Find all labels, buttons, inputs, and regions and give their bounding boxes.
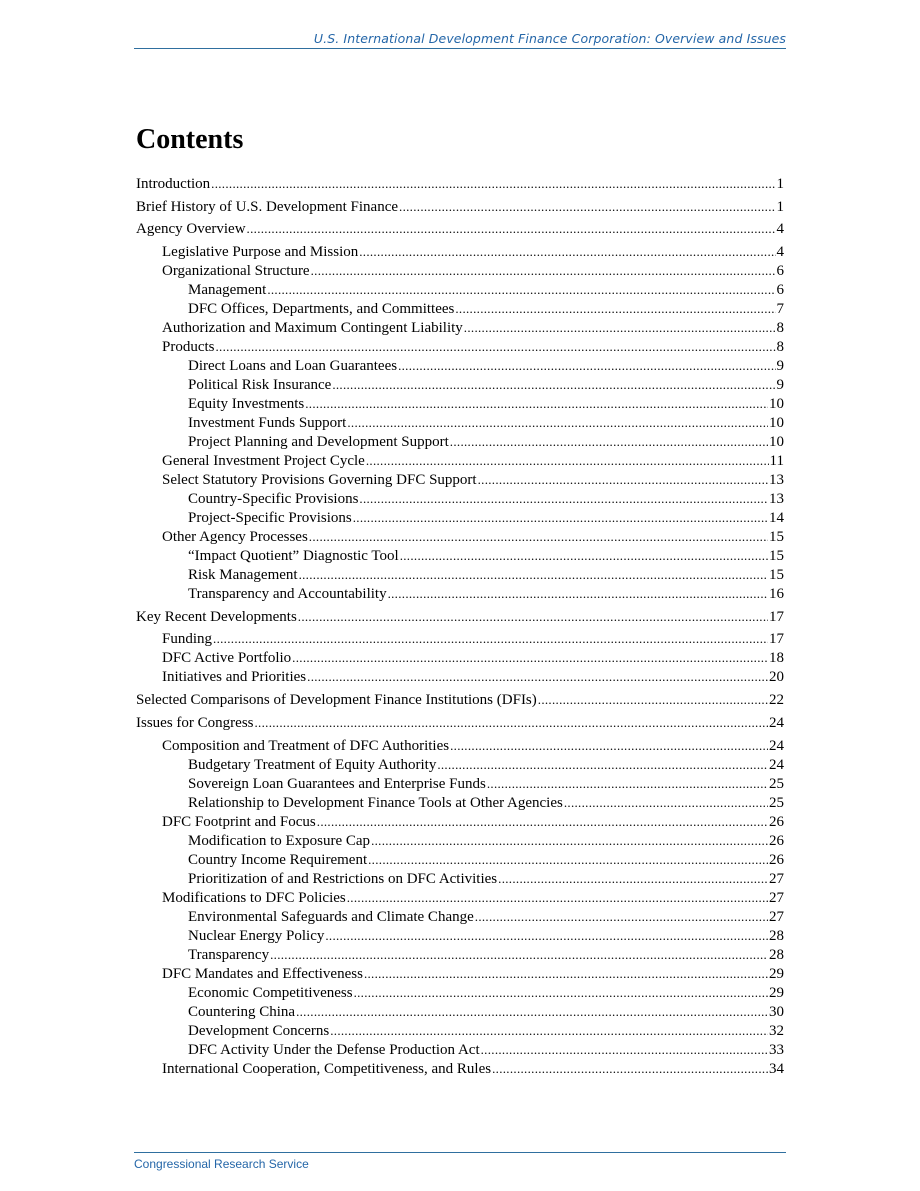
toc-entry[interactable] [136,755,784,774]
dot-leader [437,755,768,774]
toc-entry[interactable] [136,607,784,626]
dot-leader [332,375,775,394]
toc-entry-page: 27 [769,908,784,925]
toc-entry[interactable] [136,470,784,489]
toc-entry[interactable] [136,888,784,907]
toc-entry-page: 6 [776,282,784,299]
dot-leader [270,945,768,964]
dot-leader [311,261,776,280]
toc-entry[interactable] [136,690,784,709]
dot-leader [464,318,776,337]
toc-entry-title: Products [162,339,215,356]
running-header: U.S. International Development Finance Corporation: Overview and Issues [134,31,786,49]
dot-leader [307,667,768,686]
toc-entry-page: 33 [769,1041,784,1058]
toc-entry-title: Issues for Congress [136,714,254,731]
toc-entry[interactable] [136,565,784,584]
toc-entry[interactable] [136,356,784,375]
toc-entry[interactable] [136,945,784,964]
dot-leader [359,242,775,261]
toc-entry[interactable] [136,1002,784,1021]
toc-entry-title: DFC Mandates and Effectiveness [162,965,363,982]
toc-entry[interactable] [136,375,784,394]
dot-leader [400,546,768,565]
dot-leader [450,736,768,755]
toc-entry-page: 27 [769,889,784,906]
toc-entry[interactable] [136,629,784,648]
dot-leader [309,527,768,546]
dot-leader [388,584,768,603]
toc-entry[interactable] [136,337,784,356]
toc-entry[interactable] [136,299,784,318]
toc-entry[interactable] [136,318,784,337]
toc-entry[interactable] [136,546,784,565]
dot-leader [564,793,768,812]
toc-entry-page: 4 [776,244,784,261]
toc-entry-title: Environmental Safeguards and Climate Change [188,908,474,925]
toc-entry-page: 26 [769,813,784,830]
toc-entry[interactable] [136,648,784,667]
dot-leader [398,356,775,375]
toc-entry-page: 25 [769,775,784,792]
toc-entry-title: Risk Management [188,567,298,584]
toc-entry-page: 8 [776,339,784,356]
toc-entry[interactable] [136,907,784,926]
toc-entry-title: “Impact Quotient” Diagnostic Tool [188,548,399,565]
footer-publisher: Congressional Research Service [134,1152,786,1171]
toc-entry-title: Key Recent Developments [136,608,297,625]
toc-entry-title: Development Concerns [188,1022,330,1039]
toc-entry-page: 24 [769,756,784,773]
toc-entry[interactable] [136,219,784,238]
toc-entry-title: Other Agency Processes [162,529,308,546]
dot-leader [296,1002,768,1021]
toc-entry-title: Modification to Exposure Cap [188,832,371,849]
toc-entry-title: Management [188,282,267,299]
toc-entry-page: 6 [776,263,784,280]
toc-entry-title: International Cooperation, Competitiveness, and Rules [162,1060,492,1077]
toc-entry-title: Introduction [136,176,211,192]
dot-leader [213,629,768,648]
dot-leader [353,508,768,527]
toc-entry-title: Selected Comparisons of Development Finance Institutions (DFIs) [136,692,537,709]
toc-entry[interactable] [136,394,784,413]
toc-entry-title: Prioritization of and Restrictions on DFC Activities [188,870,498,887]
toc-entry[interactable] [136,584,784,603]
toc-entry-title: Brief History of U.S. Development Finance [136,198,399,215]
dot-leader [347,888,768,907]
toc-entry-page: 13 [769,472,784,489]
toc-entry[interactable] [136,280,784,299]
toc-entry[interactable] [136,667,784,686]
toc-entry-page: 28 [769,946,784,963]
toc-entry[interactable] [136,197,784,216]
toc-entry-page: 32 [769,1022,784,1039]
dot-leader [399,197,775,216]
toc-entry-title: Initiatives and Priorities [162,669,307,686]
toc-entry-title: Transparency and Accountability [188,586,387,603]
dot-leader [247,219,776,238]
toc-entry[interactable] [136,261,784,280]
toc-entry-page: 11 [769,453,784,470]
toc-entry-page: 13 [769,491,784,508]
toc-entry-page: 18 [769,650,784,667]
toc-entry-title: Project Planning and Development Support [188,434,449,451]
toc-entry-page: 25 [769,794,784,811]
dot-leader [317,812,768,831]
toc-entry-title: DFC Active Portfolio [162,650,292,667]
toc-entry-page: 1 [776,198,784,215]
toc-entry-page: 15 [769,548,784,565]
toc-entry[interactable] [136,527,784,546]
dot-leader [305,394,768,413]
dot-leader [364,964,768,983]
dot-leader [368,850,768,869]
toc-entry-page: 29 [769,984,784,1001]
dot-leader [487,774,768,793]
toc-entry-title: Equity Investments [188,396,305,413]
dot-leader [298,607,768,626]
toc-entry-page: 20 [769,669,784,686]
dot-leader [347,413,768,432]
toc-entry[interactable] [136,850,784,869]
dot-leader [359,489,768,508]
dot-leader [492,1059,768,1078]
toc-entry-page: 10 [769,434,784,451]
toc-entry[interactable] [136,1059,784,1078]
dot-leader [450,432,768,451]
toc-entry-title: Organizational Structure [162,263,310,280]
toc-entry[interactable] [136,242,784,261]
toc-entry-title: Agency Overview [136,221,246,238]
toc-entry-title: Budgetary Treatment of Equity Authority [188,756,437,773]
dot-leader [216,337,776,356]
toc-entry[interactable] [136,926,784,945]
toc-entry[interactable] [136,1040,784,1059]
toc-entry[interactable] [136,831,784,850]
toc-entry-page: 26 [769,851,784,868]
toc-entry[interactable] [136,432,784,451]
dot-leader [366,451,769,470]
dot-leader [478,470,768,489]
toc-entry-title: Transparency [188,946,270,963]
toc-entry-title: Direct Loans and Loan Guarantees [188,358,398,375]
toc-entry-page: 28 [769,927,784,944]
toc-entry[interactable] [136,964,784,983]
toc-entry[interactable] [136,812,784,831]
toc-entry-title: Legislative Purpose and Mission [162,244,359,261]
toc-entry[interactable] [136,793,784,812]
toc-entry[interactable] [136,508,784,527]
dot-leader [475,907,768,926]
dot-leader [455,299,775,318]
toc-entry-title: Investment Funds Support [188,415,347,432]
toc-entry-page: 17 [769,608,784,625]
table-of-contents [136,174,784,1078]
toc-entry-title: Country Income Requirement [188,851,368,868]
toc-entry-page: 10 [769,415,784,432]
toc-entry-page: 4 [776,221,784,238]
toc-entry-title: DFC Activity Under the Defense Production Act [188,1041,480,1058]
toc-entry-page: 27 [769,870,784,887]
dot-leader [292,648,768,667]
toc-entry-page: 15 [769,529,784,546]
toc-entry-title: Political Risk Insurance [188,377,332,394]
toc-entry-page: 24 [769,737,784,754]
toc-entry[interactable] [136,1021,784,1040]
toc-entry[interactable] [136,983,784,1002]
toc-entry-page: 8 [776,320,784,337]
dot-leader [325,926,768,945]
toc-entry[interactable] [136,869,784,888]
toc-entry-page: 26 [769,832,784,849]
toc-entry-page: 17 [769,631,784,648]
toc-entry-page: 24 [769,714,784,731]
toc-entry-page: 30 [769,1003,784,1020]
toc-entry-page: 9 [776,358,784,375]
dot-leader [255,713,769,732]
dot-leader [330,1021,768,1040]
dot-leader [498,869,768,888]
toc-entry-page: 34 [769,1060,784,1077]
toc-entry-title: Nuclear Energy Policy [188,927,325,944]
toc-entry-page: 16 [769,586,784,603]
toc-entry-title: Modifications to DFC Policies [162,889,346,906]
dot-leader [267,280,775,299]
toc-entry-page: 22 [769,692,784,709]
toc-entry[interactable] [136,489,784,508]
page-title: Contents [136,124,244,155]
toc-entry-page: 15 [769,567,784,584]
toc-entry-page: 7 [776,301,784,318]
toc-entry[interactable] [136,736,784,755]
toc-entry-title: Funding [162,631,213,648]
toc-entry-title: Sovereign Loan Guarantees and Enterprise Funds [188,775,486,792]
dot-leader [371,831,768,850]
dot-leader [299,565,768,584]
toc-entry-page: 9 [776,377,784,394]
toc-entry-page: 10 [769,396,784,413]
toc-entry[interactable] [136,713,784,732]
toc-entry-title: DFC Offices, Departments, and Committees [188,301,455,318]
toc-entry[interactable] [136,451,784,470]
toc-entry-title: Authorization and Maximum Contingent Liability [162,320,463,337]
dot-leader [354,983,768,1002]
toc-entry-page: 14 [769,510,784,527]
toc-entry-title: Relationship to Development Finance Tools at Other Agencies [188,794,563,811]
toc-entry-title: General Investment Project Cycle [162,453,365,470]
toc-entry-title: Country-Specific Provisions [188,491,359,508]
toc-entry-title: Select Statutory Provisions Governing DFC Support [162,472,477,489]
toc-entry-title: Project-Specific Provisions [188,510,352,527]
dot-leader [481,1040,768,1059]
toc-entry[interactable] [136,174,784,193]
toc-entry-page: 29 [769,965,784,982]
toc-entry-title: Composition and Treatment of DFC Authorities [162,737,450,754]
toc-entry-title: Economic Competitiveness [188,984,353,1001]
toc-entry-title: DFC Footprint and Focus [162,813,316,830]
toc-entry[interactable] [136,413,784,432]
toc-entry[interactable] [136,774,784,793]
toc-entry-title: Countering China [188,1003,296,1020]
dot-leader [211,174,775,193]
dot-leader [538,690,768,709]
toc-entry-page: 1 [776,176,784,192]
